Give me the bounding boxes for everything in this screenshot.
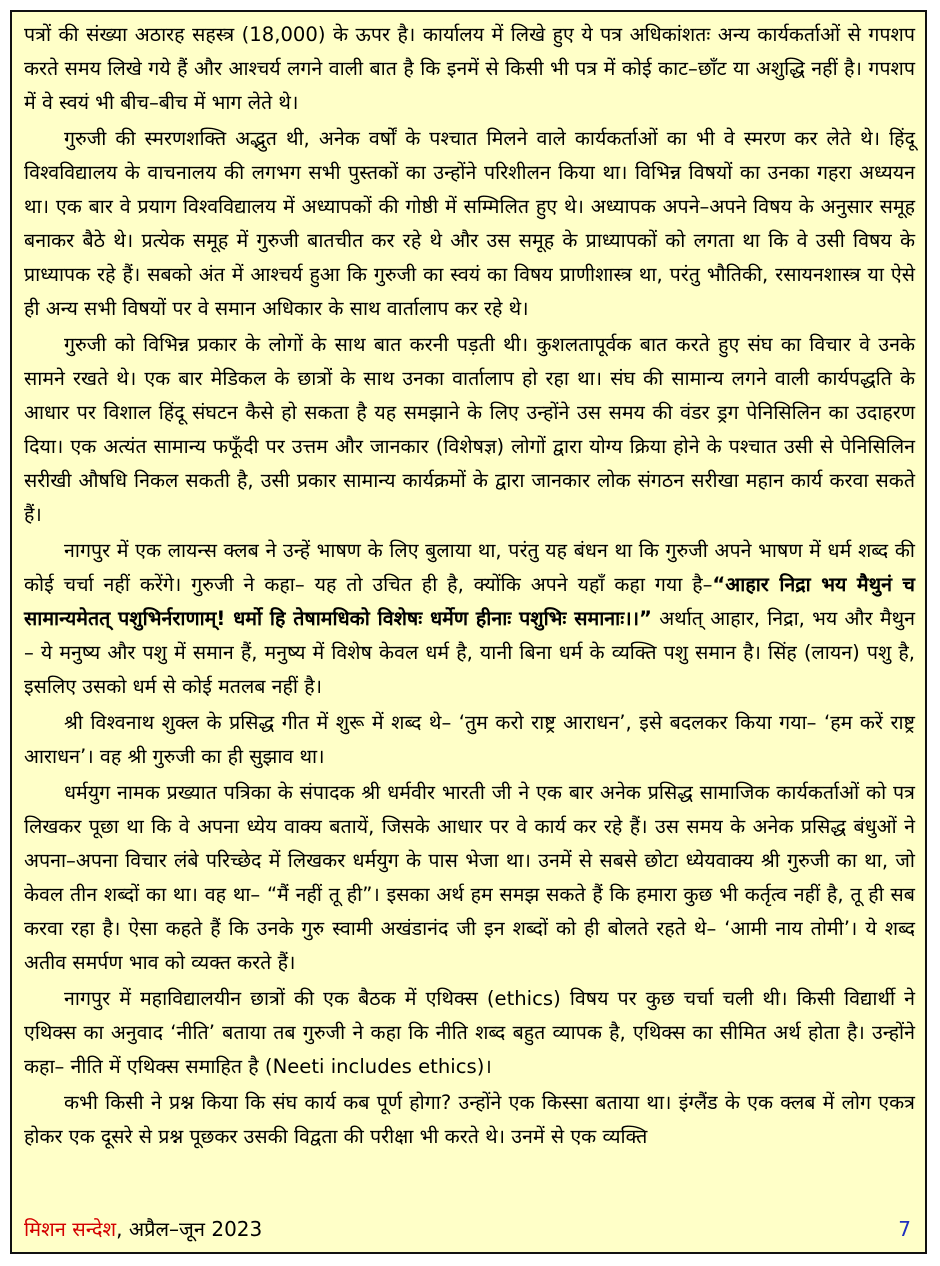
issue-date: , अप्रैल–जून 2023 bbox=[116, 1217, 263, 1241]
page-number: 7 bbox=[898, 1217, 911, 1241]
magazine-name: मिशन सन्देश bbox=[24, 1217, 117, 1241]
page-footer bbox=[24, 1212, 915, 1246]
document-page bbox=[10, 10, 927, 1254]
article-body bbox=[24, 18, 915, 1154]
lions-club-text: नागपुर में एक लायन्स क्लब ने उन्हें भाषण के लिए बुलाया था, परंतु यह बंधन था कि गुरुजी अपने भाषण में धर्म शब्द की कोई चर्चा नहीं करेंगे। गुरुजी ने कहा– यह तो उचित ही है, क्योंकि अपने यहाँ कहा गया है– bbox=[24, 539, 915, 596]
paragraph-dharmayug: धर्मयुग नामक प्रख्यात पत्रिका के संपादक श्री धर्मवीर भारती जी ने एक बार अनेक प्रसिद्ध सामाजिक कार्यकर्ताओं को पत्र लिखकर पूछा था कि वे अपना ध्येय वाक्य बतायें, जिसके आधार पर वे कार्य कर रहे हैं। उस समय के अनेक प्रसिद्ध बंधुओं ने अपना–अपना विचार लंबे परिच्छेद में लिखकर धर्मयुग के पास भेजा था। उनमें से सबसे छोटा ध्येयवाक्य श्री गुरुजी का था, जो केवल तीन शब्दों का था। वह था– “मैं नहीं तू ही”। इसका अर्थ हम समझ सकते हैं कि हमारा कुछ भी कर्तृत्व नहीं है, तू ही सब करवा रहा है। ऐसा कहते हैं कि उनके गुरु स्वामी अखंडानंद जी इन शब्दों को ही बोलते रहते थे– ‘आमी नाय तोमी’। ये शब्द अतीव समर्पण भाव को व्यक्त करते हैं। bbox=[24, 781, 915, 974]
paragraph-lions-club bbox=[24, 534, 915, 704]
verse-meaning: अर्थात् आहार, निद्रा, भय और मैथुन – ये मनुष्य और पशु में समान हैं, मनुष्य में विशेष केवल धर्म है, यानी बिना धर्म के व्यक्ति पशु समान है। सिंह (लायन) पशु है, इसलिए उसको धर्म से कोई मतलब नहीं है। bbox=[24, 607, 915, 698]
paragraph-continuation: पत्रों की संख्या अठारह सहस्त्र (18,000) के ऊपर है। कार्यालय में लिखे हुए ये पत्र अधिकांशतः अन्य कार्यकर्ताओं से गपशप करते समय लिखे गये हैं और आश्चर्य लगने वाली बात है कि इनमें से किसी भी पत्र में कोई काट–छाँट या अशुद्धि नहीं है। गपशप में वे स्वयं भी बीच–बीच में भाग लेते थे। bbox=[24, 23, 915, 114]
paragraph-ethics: नागपुर में महाविद्यालयीन छात्रों की एक बैठक में एथिक्स (ethics) विषय पर कुछ चर्चा चली थी। किसी विद्यार्थी ने एथिक्स का अनुवाद ‘नीति’ बताया तब गुरुजी ने कहा कि नीति शब्द बहुत व्यापक है, एथिक्स का सीमित अर्थ होता है। उन्होंने कहा– नीति में एथिक्स समाहित है (Neeti includes ethics)। bbox=[24, 987, 915, 1078]
paragraph-song: श्री विश्वनाथ शुक्ल के प्रसिद्ध गीत में शुरू में शब्द थे– ‘तुम करो राष्ट्र आराधन’, इसे बदलकर किया गया– ‘हम करें राष्ट्र आराधन’। वह श्री गुरुजी का ही सुझाव था। bbox=[24, 711, 915, 768]
paragraph-memory: गुरुजी की स्मरणशक्ति अद्भुत थी, अनेक वर्षों के पश्चात मिलने वाले कार्यकर्ताओं का भी वे स्मरण कर लेते थे। हिंदू विश्वविद्यालय के वाचनालय की लगभग सभी पुस्तकों का उन्होंने परिशीलन किया था। विभिन्न विषयों का उनका गहरा अध्ययन था। एक बार वे प्रयाग विश्वविद्यालय में अध्यापकों की गोष्ठी में सम्मिलित हुए थे। अध्यापक अपने–अपने विषय के अनुसार समूह बनाकर बैठे थे। प्रत्येक समूह में गुरुजी बातचीत कर रहे थे और उस समूह के प्राध्यापकों को लगता था कि वे उसी विषय के प्राध्यापक रहे हैं। सबको अंत में आश्चर्य हुआ कि गुरुजी का स्वयं का विषय प्राणीशास्त्र था, परंतु भौतिकी, रसायनशास्त्र या ऐसे ही अन्य सभी विषयों पर वे समान अधिकार के साथ वार्तालाप कर रहे थे। bbox=[24, 127, 915, 320]
sanskrit-verse: “आहार निद्रा भय मैथुनं च सामान्यमेतत् पशुभिर्नराणाम्! धर्मो हि तेषामधिको विशेषः धर्मेण हीनाः पशुभिः समानाः।।” bbox=[24, 573, 915, 630]
paragraph-question: कभी किसी ने प्रश्न किया कि संघ कार्य कब पूर्ण होगा? उन्होंने एक किस्सा बताया था। इंग्लैंड के एक क्लब में लोग एकत्र होकर एक दूसरे से प्रश्न पूछकर उसकी विद्वता की परीक्षा भी करते थे। उनमें से एक व्यक्ति bbox=[24, 1091, 915, 1148]
paragraph-penicillin: गुरुजी को विभिन्न प्रकार के लोगों के साथ बात करनी पड़ती थी। कुशलतापूर्वक बात करते हुए संघ का विचार वे उनके सामने रखते थे। एक बार मेडिकल के छात्रों के साथ उनका वार्तालाप हो रहा था। संघ की सामान्य लगने वाली कार्यपद्धति के आधार पर विशाल हिंदू संघटन कैसे हो सकता है यह समझाने के लिए उन्होंने उस समय की वंडर ड्रग पेनिसिलिन का उदाहरण दिया। एक अत्यंत सामान्य फफूँदी पर उत्तम और जानकार (विशेषज्ञ) लोगों द्वारा योग्य क्रिया होने के पश्चात उसी से पेनिसिलिन सरीखी औषधि निकल सकती है, उसी प्रकार सामान्य कार्यक्रमों के द्वारा जानकार लोक संगठन सरीखा महान कार्य करवा सकते हैं। bbox=[24, 333, 915, 526]
